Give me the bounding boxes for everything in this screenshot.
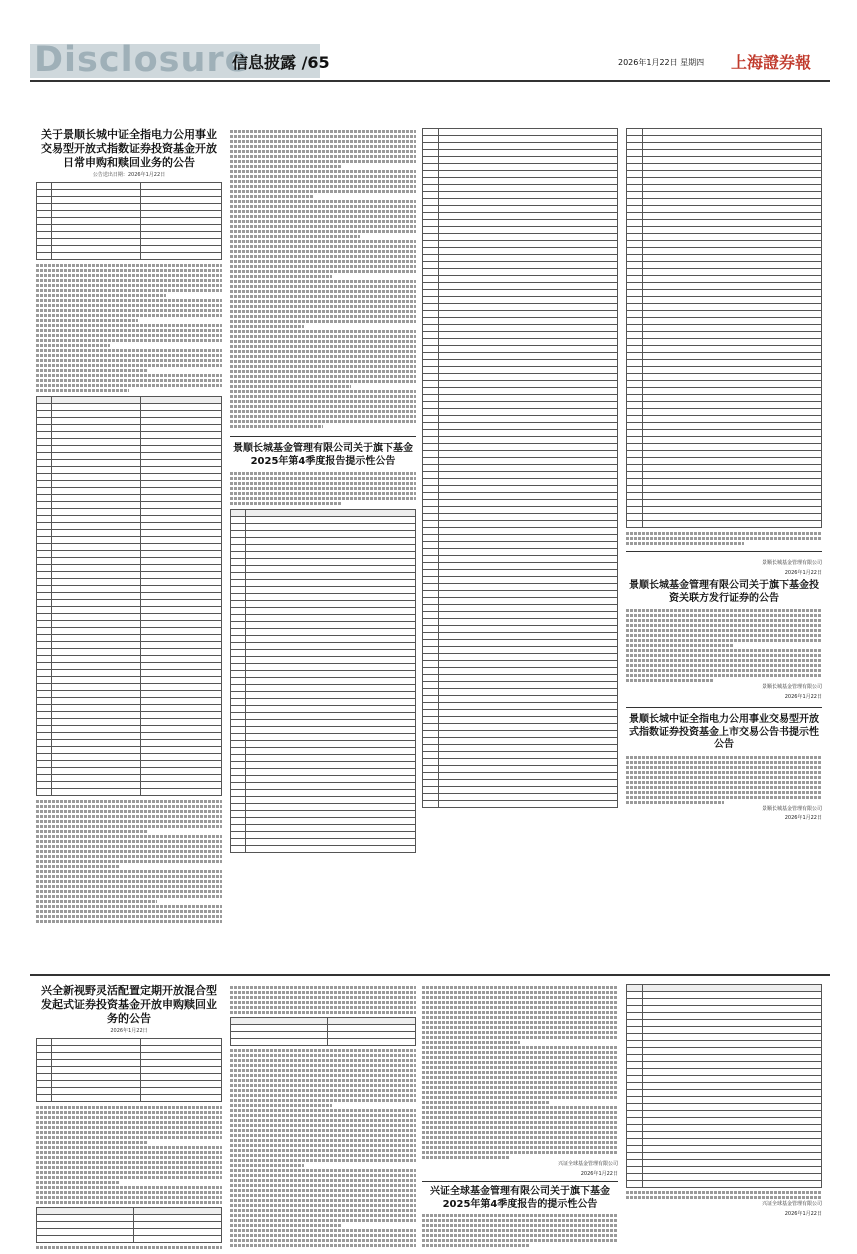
redemption-fee-table (230, 1017, 416, 1046)
closing-text (626, 1191, 822, 1199)
article-xingzheng-fund-list (626, 984, 822, 1249)
signature: 兴证全球基金管理有限公司 (557, 1161, 618, 1167)
issue-date: 2026年1月22日 星期四 (618, 58, 705, 67)
article-xingzheng-quarterly-notice (422, 1181, 618, 1247)
signature-date: 2026年1月22日 (784, 693, 822, 700)
notice-text (422, 1214, 618, 1247)
fund-info-table (36, 1038, 222, 1102)
fund-list-column (422, 128, 618, 968)
body-text (36, 1106, 222, 1204)
fund-list-table-continued (422, 128, 618, 808)
newspaper-name: 上海證券報 (731, 53, 812, 72)
signature: 景顺长城基金管理有限公司 (761, 805, 822, 812)
article-etf-subscription (36, 128, 222, 968)
article-continuation-column (230, 128, 416, 968)
article-title: 兴证全球基金管理有限公司关于旗下基金2025年第4季度报告的提示性公告 (430, 1186, 610, 1210)
section-title: 信息披露 /65 (232, 53, 330, 72)
article-xingquan-continued-2 (422, 984, 618, 1249)
section-rule (30, 974, 830, 976)
article-date: 公告送出日期：2026年1月22日 (92, 172, 166, 179)
body-text (36, 264, 222, 392)
body-text-continued (230, 986, 416, 1014)
article-quarterly-report-notice (230, 436, 416, 853)
body-text-2 (36, 1246, 222, 1249)
article-title: 关于景顺长城中证全指电力公用事业交易型开放式指数证券投资基金开放日常申购和赎回业务的公告 (41, 128, 217, 169)
article-title: 景顺长城基金管理有限公司关于旗下基金2025年第4季度报告提示性公告 (233, 443, 413, 467)
signature-date: 2026年1月22日 (784, 569, 822, 576)
notice-text (626, 609, 822, 682)
notice-text (230, 472, 416, 505)
body-text-2 (36, 800, 222, 923)
signature-date: 2026年1月22日 (580, 1170, 618, 1177)
signature-date: 2026年1月22日 (784, 1210, 822, 1217)
fee-table (36, 1207, 222, 1243)
notice-text (626, 756, 822, 804)
fund-info-table (36, 182, 222, 260)
masthead-rule (30, 80, 830, 82)
article-title: 景顺长城基金管理有限公司关于旗下基金投资关联方发行证券的公告 (629, 580, 819, 604)
right-column (626, 128, 822, 968)
fund-list-table (626, 984, 822, 1188)
article-listing-notice (626, 707, 822, 823)
article-xingquan-subscription (36, 984, 222, 1249)
signature: 景顺长城基金管理有限公司 (761, 684, 822, 690)
fund-list-table-end (626, 128, 822, 528)
article-date: 2026年1月22日 (110, 1028, 148, 1035)
signature: 兴证全球基金管理有限公司 (761, 1201, 822, 1207)
article-title: 兴全新视野灵活配置定期开放混合型发起式证券投资基金开放申购赎回业务的公告 (41, 984, 217, 1025)
body-text-continued (230, 130, 416, 428)
logo-word: Disclosure (34, 40, 250, 80)
article-xingquan-continued (230, 984, 416, 1249)
subscription-table (36, 396, 222, 796)
masthead (0, 0, 857, 82)
body-text-3 (230, 1049, 416, 1247)
closing-text (626, 532, 822, 545)
signature-date: 2026年1月22日 (784, 815, 822, 821)
fund-list-table (230, 509, 416, 853)
article-title: 景顺长城中证全指电力公用事业交易型开放式指数证券投资基金上市交易公告书提示性公告 (629, 714, 819, 750)
article-related-party-securities (626, 551, 822, 701)
signature: 景顺长城基金管理有限公司 (761, 560, 822, 566)
body-text-continued (422, 986, 618, 1159)
